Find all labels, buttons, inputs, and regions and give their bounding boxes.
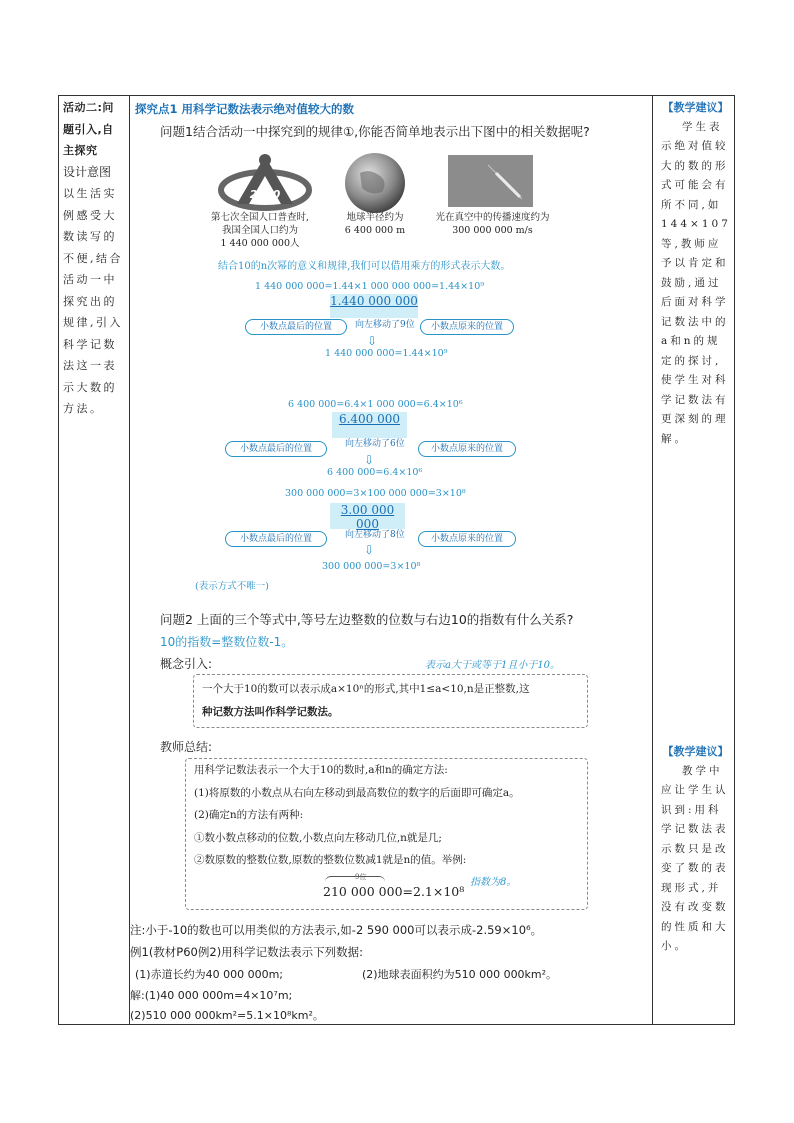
concept-note: 表示a大于或等于1且小于10。 <box>425 660 561 671</box>
image-caption <box>420 211 565 237</box>
concept-box <box>193 674 588 728</box>
summary-line: (2)确定n的方法有两种: <box>194 809 304 821</box>
design-line: 活动一中 <box>63 273 117 286</box>
teaching-suggestion <box>658 742 733 957</box>
exponent-note: 指数为8。 <box>470 877 517 888</box>
example-result: 1 440 000 000=1.44×10⁹ <box>325 348 448 359</box>
design-line: 不便,结合 <box>63 251 123 265</box>
answer-2: 10的指数=整数位数-1。 <box>160 635 294 649</box>
note-line: 注:小于-10的数也可以用类似的方法表示,如-2 590 000可以表示成-2.59×10⁶。 <box>130 923 543 937</box>
question-2: 问题2 上面的三个等式中,等号左边整数的位数与右边10的指数有什么关系? <box>160 612 574 627</box>
move-note: 向左移动了8位 <box>345 530 405 540</box>
column-divider <box>652 96 653 1024</box>
highlight-text: 1.440 000 000 <box>330 294 418 308</box>
concept-label: 概念引入: <box>160 657 213 671</box>
solution-line: 解:(1)40 000 000m=4×10⁷m; <box>130 989 293 1002</box>
decimal-original-pill: 小数点原来的位置 <box>418 441 516 457</box>
summary-line: ②数原数的整数位数,原数的整数位数减1就是n的值。举例: <box>194 854 467 866</box>
summary-example: 210 000 000=2.1×10⁸ <box>323 884 465 899</box>
down-arrow-icon: ⇩ <box>367 334 378 348</box>
concept-line: 种记数方法叫作科学记数法。 <box>202 705 339 718</box>
summary-line: (1)将原数的小数点从右向左移动到最高数位的数字的后面即可确定a。 <box>194 786 520 799</box>
design-line: 探究出的 <box>63 294 117 308</box>
not-unique-note: (表示方式不唯一) <box>195 581 269 592</box>
example-result: 300 000 000=3×10⁸ <box>322 561 421 572</box>
highlighted-number <box>330 503 405 529</box>
highlight-text: 3.00 000 000 <box>340 503 395 531</box>
intro-line: 结合10的n次幂的意义和规律,我们可以借用乘方的形式表示大数。 <box>218 261 511 272</box>
move-note: 向左移动了9位 <box>355 320 415 330</box>
earth-image <box>340 148 440 218</box>
teaching-suggestion <box>658 98 733 449</box>
summary-label: 教师总结: <box>160 740 213 754</box>
caption-line: 第七次全国人口普查时, <box>210 212 310 223</box>
highlight-text: 6.400 000 <box>338 412 401 426</box>
activity-title-line: 题引入,自 <box>63 122 114 136</box>
example-result: 6 400 000=6.4×10⁶ <box>327 467 423 478</box>
suggestion-text: 教学中应让学生认识到:用科学记数法表示数只是改变了数的表现形式,并没有改变数的性质和大小。 <box>661 764 729 952</box>
example-equation: 300 000 000=3×100 000 000=3×10⁸ <box>285 488 466 499</box>
summary-line: 用科学记数法表示一个大于10的数时,a和n的确定方法: <box>194 764 448 776</box>
design-line: 规律,引入 <box>63 316 123 329</box>
suggestion-heading: 【教学建议】 <box>662 745 729 758</box>
highlighted-number <box>330 294 418 318</box>
example-equation: 1 440 000 000=1.44×1 000 000 000=1.44×10⁹ <box>255 281 485 292</box>
down-arrow-icon: ⇩ <box>364 543 375 557</box>
decimal-original-pill: 小数点原来的位置 <box>420 319 514 335</box>
activity-title-line: 主探究 <box>63 144 98 157</box>
solution-line: (2)510 000 000km²=5.1×10⁸km²。 <box>130 1009 324 1022</box>
image-caption <box>325 211 425 237</box>
design-line: 法这一表 <box>63 359 117 372</box>
digit-brace-label: 9位 <box>355 873 367 881</box>
example-equation: 6 400 000=6.4×1 000 000=6.4×10⁶ <box>288 399 463 410</box>
brace-icon <box>325 876 385 883</box>
summary-line: ①数小数点移动的位数,小数点向左移动几位,n就是几; <box>194 831 442 844</box>
caption-line: 我国全国人口约为 <box>221 225 298 236</box>
move-note: 向左移动了6位 <box>345 439 405 449</box>
caption-line: 地球半径约为 <box>346 212 404 223</box>
decimal-original-pill: 小数点原来的位置 <box>418 531 516 547</box>
caption-line: 1 440 000 000人 <box>220 238 300 249</box>
suggestion-heading: 【教学建议】 <box>662 101 729 114</box>
design-line: 方法。 <box>63 402 104 415</box>
caption-line: 光在真空中的传播速度约为 <box>435 212 550 223</box>
design-line: 例感受大 <box>63 208 117 222</box>
light-beam-image <box>448 155 533 207</box>
image-caption <box>185 211 335 250</box>
example1-item: (1)赤道长约为40 000 000m; <box>135 968 283 981</box>
design-intent-label: 设计意图 <box>63 164 112 179</box>
census-logo-image <box>215 148 315 218</box>
design-line: 以生活实 <box>63 187 117 200</box>
example1-title: 例1(教材P60例2)用科学记数法表示下列数据: <box>130 945 364 959</box>
column-divider <box>129 96 130 1024</box>
concept-line: 一个大于10的数可以表示成a×10ⁿ的形式,其中1≤a<10,n是正整数,这 <box>202 683 530 695</box>
activity-column <box>63 97 123 420</box>
suggestion-text: 学生表示绝对值较大的数的形式可能会有所不同,如144×107等,教师应予以肯定和鼓励,通过后面对科学记数法中的a和n的规定的探讨,使学生对科学记数法有更深刻的理解。 <box>661 120 731 445</box>
caption-line: 300 000 000 m/s <box>452 225 533 236</box>
logo-year-text: 2020 <box>249 188 281 201</box>
explore-title: 探究点1 用科学记数法表示绝对值较大的数 <box>135 102 355 116</box>
design-line: 示大数的 <box>63 380 117 394</box>
question-1: 问题1结合活动一中探究到的规律①,你能否简单地表示出下图中的相关数据呢? <box>160 124 590 139</box>
caption-line: 6 400 000 m <box>344 225 406 236</box>
highlighted-number <box>332 412 407 438</box>
activity-title-line: 活动二:问 <box>63 101 114 114</box>
decimal-final-pill: 小数点最后的位置 <box>245 319 347 335</box>
design-line: 数读写的 <box>63 230 117 243</box>
decimal-final-pill: 小数点最后的位置 <box>225 441 327 457</box>
down-arrow-icon: ⇩ <box>364 453 375 467</box>
example1-item: (2)地球表面积约为510 000 000km²。 <box>362 968 558 981</box>
decimal-final-pill: 小数点最后的位置 <box>225 531 327 547</box>
design-line: 科学记数 <box>63 337 117 351</box>
